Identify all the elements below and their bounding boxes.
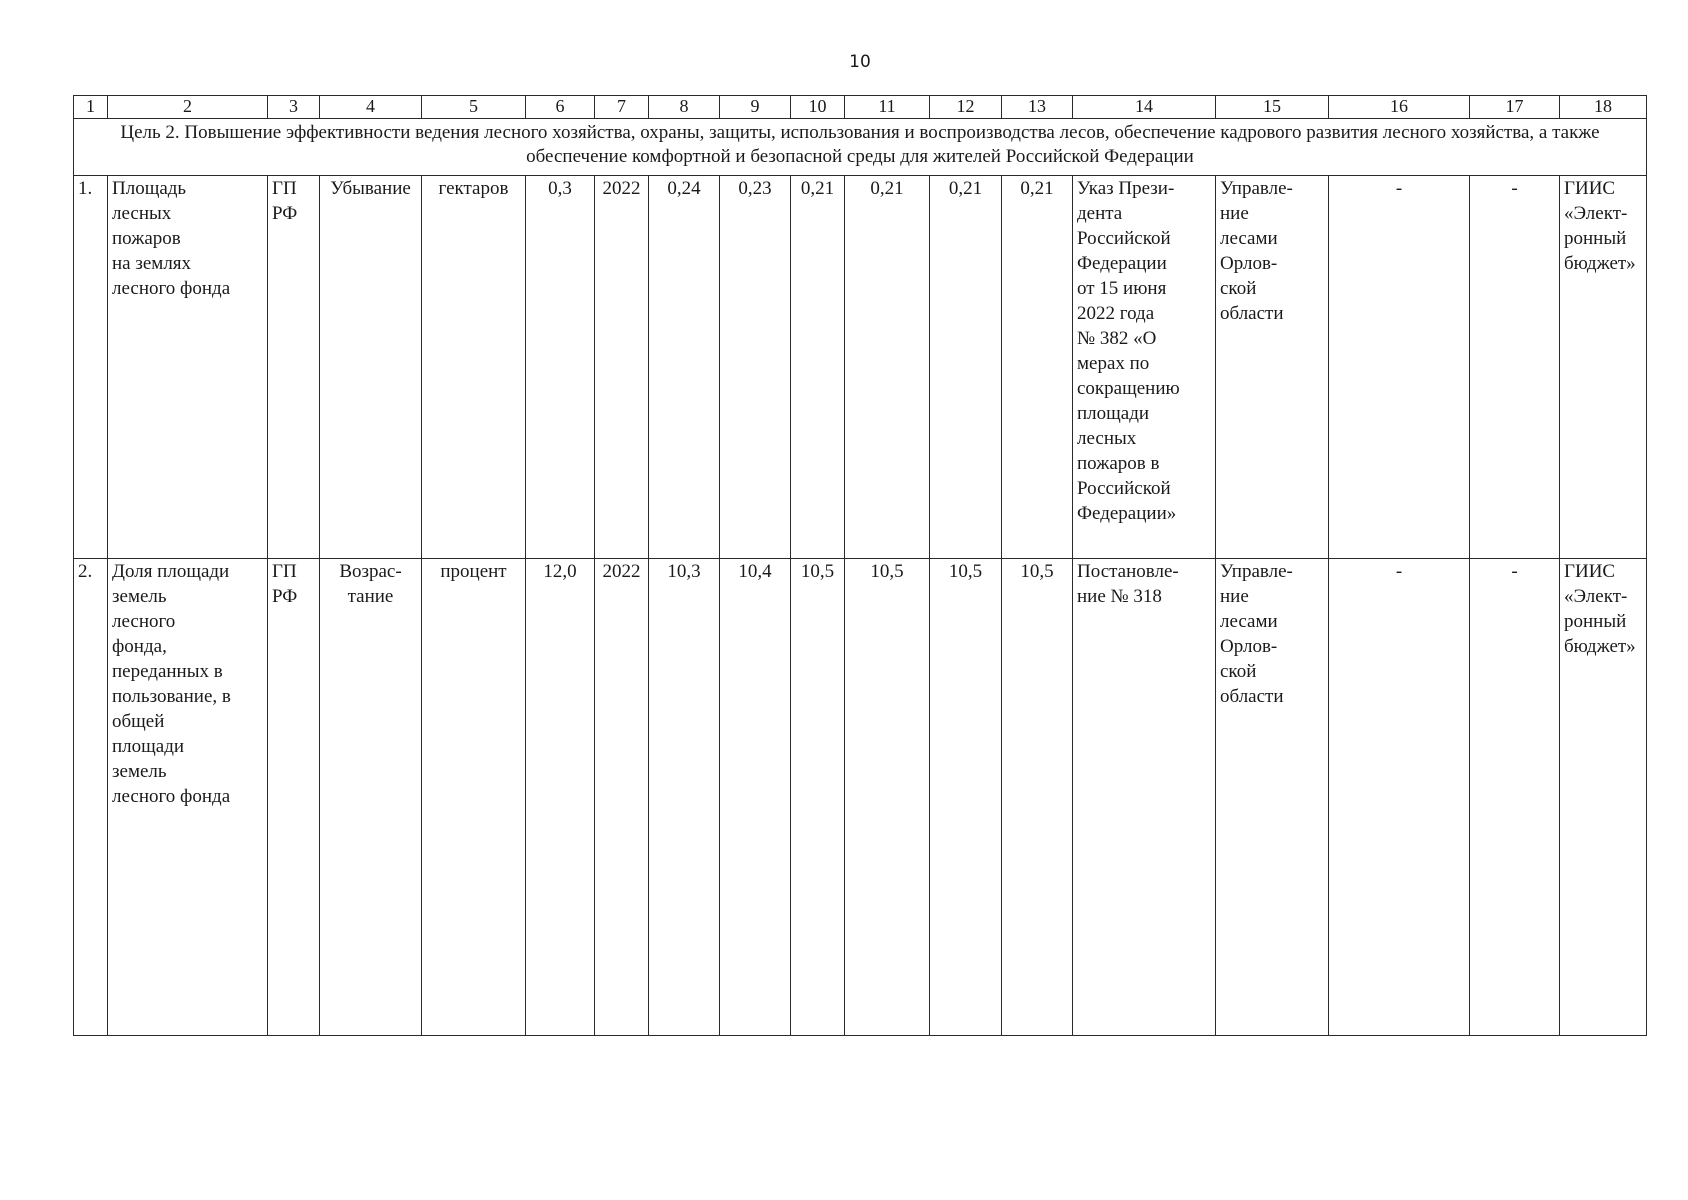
target-value: 10,5 [791,559,845,1036]
table-row [74,176,1647,559]
column-number: 16 [1329,96,1470,119]
column-number: 17 [1470,96,1560,119]
goal-row [74,119,1647,176]
base-value: 12,0 [526,559,595,1036]
row-number: 2. [74,559,108,1036]
row-number: 1. [74,176,108,559]
indicator-unit: гектаров [422,176,526,559]
column-number: 10 [791,96,845,119]
target-value: 0,21 [791,176,845,559]
column-16-value: - [1329,559,1470,1036]
responsible-organization: Управле- ние лесами Орлов- ской области [1216,176,1329,559]
base-value: 0,3 [526,176,595,559]
indicator-level: ГП РФ [268,176,320,559]
column-number: 2 [108,96,268,119]
target-value: 0,21 [930,176,1002,559]
column-number: 9 [720,96,791,119]
goal-title: Цель 2. Повышение эффективности ведения лесного хозяйства, охраны, защиты, использования и воспроизводства лесов, обеспечение кадрового развития лесного хозяйства, а также обеспечение комфортной и безопасной среды для жителей Российской Федерации [74,119,1647,176]
column-number: 11 [845,96,930,119]
target-value: 10,3 [649,559,720,1036]
indicator-name: Доля площади земель лесного фонда, переданных в пользование, в общей площади земель лесного фонда [108,559,268,1036]
target-value: 10,5 [845,559,930,1036]
information-system: ГИИС «Элект- ронный бюджет» [1560,176,1647,559]
column-numbers-row [74,96,1647,119]
indicator-unit: процент [422,559,526,1036]
column-number: 15 [1216,96,1329,119]
information-system: ГИИС «Элект- ронный бюджет» [1560,559,1647,1036]
target-value: 10,5 [930,559,1002,1036]
target-value: 0,24 [649,176,720,559]
column-number: 4 [320,96,422,119]
indicator-name: Площадь лесных пожаров на землях лесного фонда [108,176,268,559]
indicators-table [73,95,1647,1036]
column-number: 7 [595,96,649,119]
target-value: 0,23 [720,176,791,559]
indicator-direction: Убывание [320,176,422,559]
base-year: 2022 [595,559,649,1036]
responsible-organization: Управле- ние лесами Орлов- ской области [1216,559,1329,1036]
target-value: 10,4 [720,559,791,1036]
column-17-value: - [1470,176,1560,559]
column-number: 13 [1002,96,1073,119]
base-year: 2022 [595,176,649,559]
column-number: 5 [422,96,526,119]
column-number: 8 [649,96,720,119]
column-16-value: - [1329,176,1470,559]
column-17-value: - [1470,559,1560,1036]
target-value: 10,5 [1002,559,1073,1036]
column-number: 12 [930,96,1002,119]
column-number: 1 [74,96,108,119]
page-number: 10 [849,52,871,72]
column-number: 18 [1560,96,1647,119]
column-number: 6 [526,96,595,119]
column-number: 3 [268,96,320,119]
basis-document: Указ Прези- дента Российской Федерации от 15 июня 2022 года № 382 «О мерах по сокращению площади лесных пожаров в Российской Федерации» [1073,176,1216,559]
column-number: 14 [1073,96,1216,119]
table-row [74,559,1647,1036]
indicator-direction: Возрас- тание [320,559,422,1036]
indicator-level: ГП РФ [268,559,320,1036]
basis-document: Постановле- ние № 318 [1073,559,1216,1036]
target-value: 0,21 [845,176,930,559]
target-value: 0,21 [1002,176,1073,559]
